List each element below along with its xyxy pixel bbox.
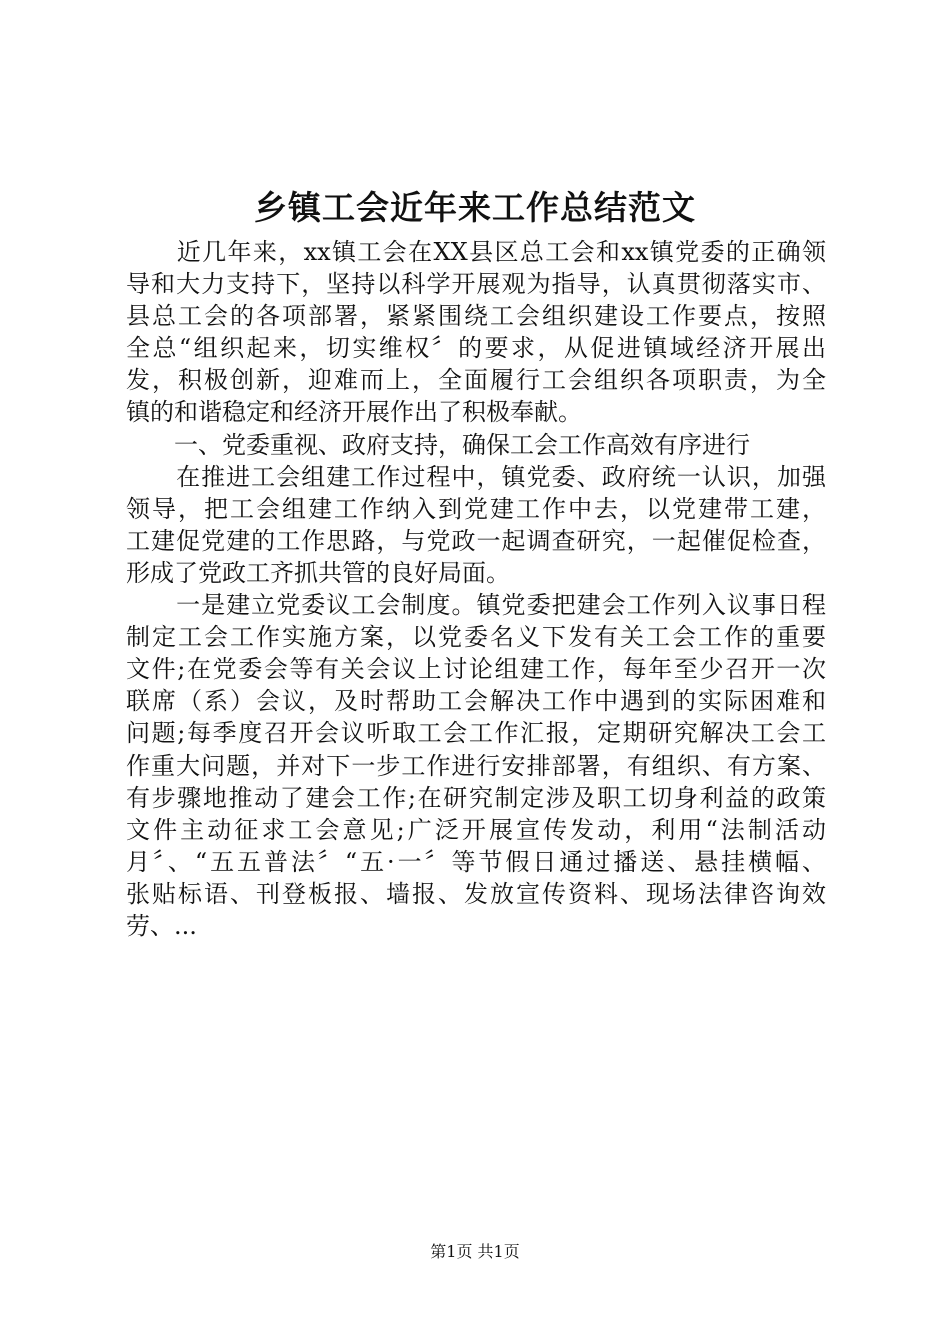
body-line: 作重大问题，并对下一步工作进行安排部署，有组织、有方案、 [126, 751, 826, 780]
section-heading: 一、党委重视、政府支持，确保工会工作高效有序进行 [126, 430, 750, 459]
body-line: 文件主动征求工会意见;广泛开展宣传发动，利用“法制活动 [126, 815, 826, 844]
body-line: 导和大力支持下，坚持以科学开展观为指导，认真贯彻落实市、 [126, 270, 826, 299]
body-line: 发，积极创新，迎难而上，全面履行工会组织各项职责，为全 [126, 366, 826, 395]
document-title: 乡镇工会近年来工作总结范文 [254, 188, 696, 227]
body-line: 张贴标语、刊登板报、墙报、发放宣传资料、现场法律咨询效 [126, 879, 826, 908]
body-line: 文件;在党委会等有关会议上讨论组建工作，每年至少召开一次 [126, 655, 826, 684]
body-line: 领导，把工会组建工作纳入到党建工作中去，以党建带工建， [126, 494, 826, 523]
body-line: 劳、... [126, 911, 197, 940]
body-line: 制定工会工作实施方案，以党委名义下发有关工会工作的重要 [126, 623, 826, 652]
body-line: 联席（系）会议，及时帮助工会解决工作中遇到的实际困难和 [126, 687, 826, 716]
body-line: 全总“组织起来，切实维权〞的要求，从促进镇域经济开展出 [126, 334, 826, 363]
document-body [126, 236, 826, 942]
body-line: 有步骤地推动了建会工作;在研究制定涉及职工切身利益的政策 [126, 783, 826, 812]
page-footer: 第1页 共1页 [430, 1242, 520, 1261]
body-line: 镇的和谐稳定和经济开展作出了积极奉献。 [126, 398, 582, 427]
body-line: 月〞、“五五普法〞“五·一〞等节假日通过播送、悬挂横幅、 [126, 847, 826, 876]
body-line: 形成了党政工齐抓共管的良好局面。 [126, 558, 510, 587]
body-line: 工建促党建的工作思路，与党政一起调查研究，一起催促检查， [126, 526, 826, 555]
body-line: 近几年来，xx镇工会在XX县区总工会和xx镇党委的正确领 [126, 238, 826, 266]
body-line: 县总工会的各项部署，紧紧围绕工会组织建设工作要点，按照 [126, 302, 826, 331]
body-line: 一是建立党委议工会制度。镇党委把建会工作列入议事日程 [126, 591, 826, 620]
body-line: 问题;每季度召开会议听取工会工作汇报，定期研究解决工会工 [126, 719, 826, 748]
body-line: 在推进工会组建工作过程中，镇党委、政府统一认识，加强 [126, 462, 826, 491]
